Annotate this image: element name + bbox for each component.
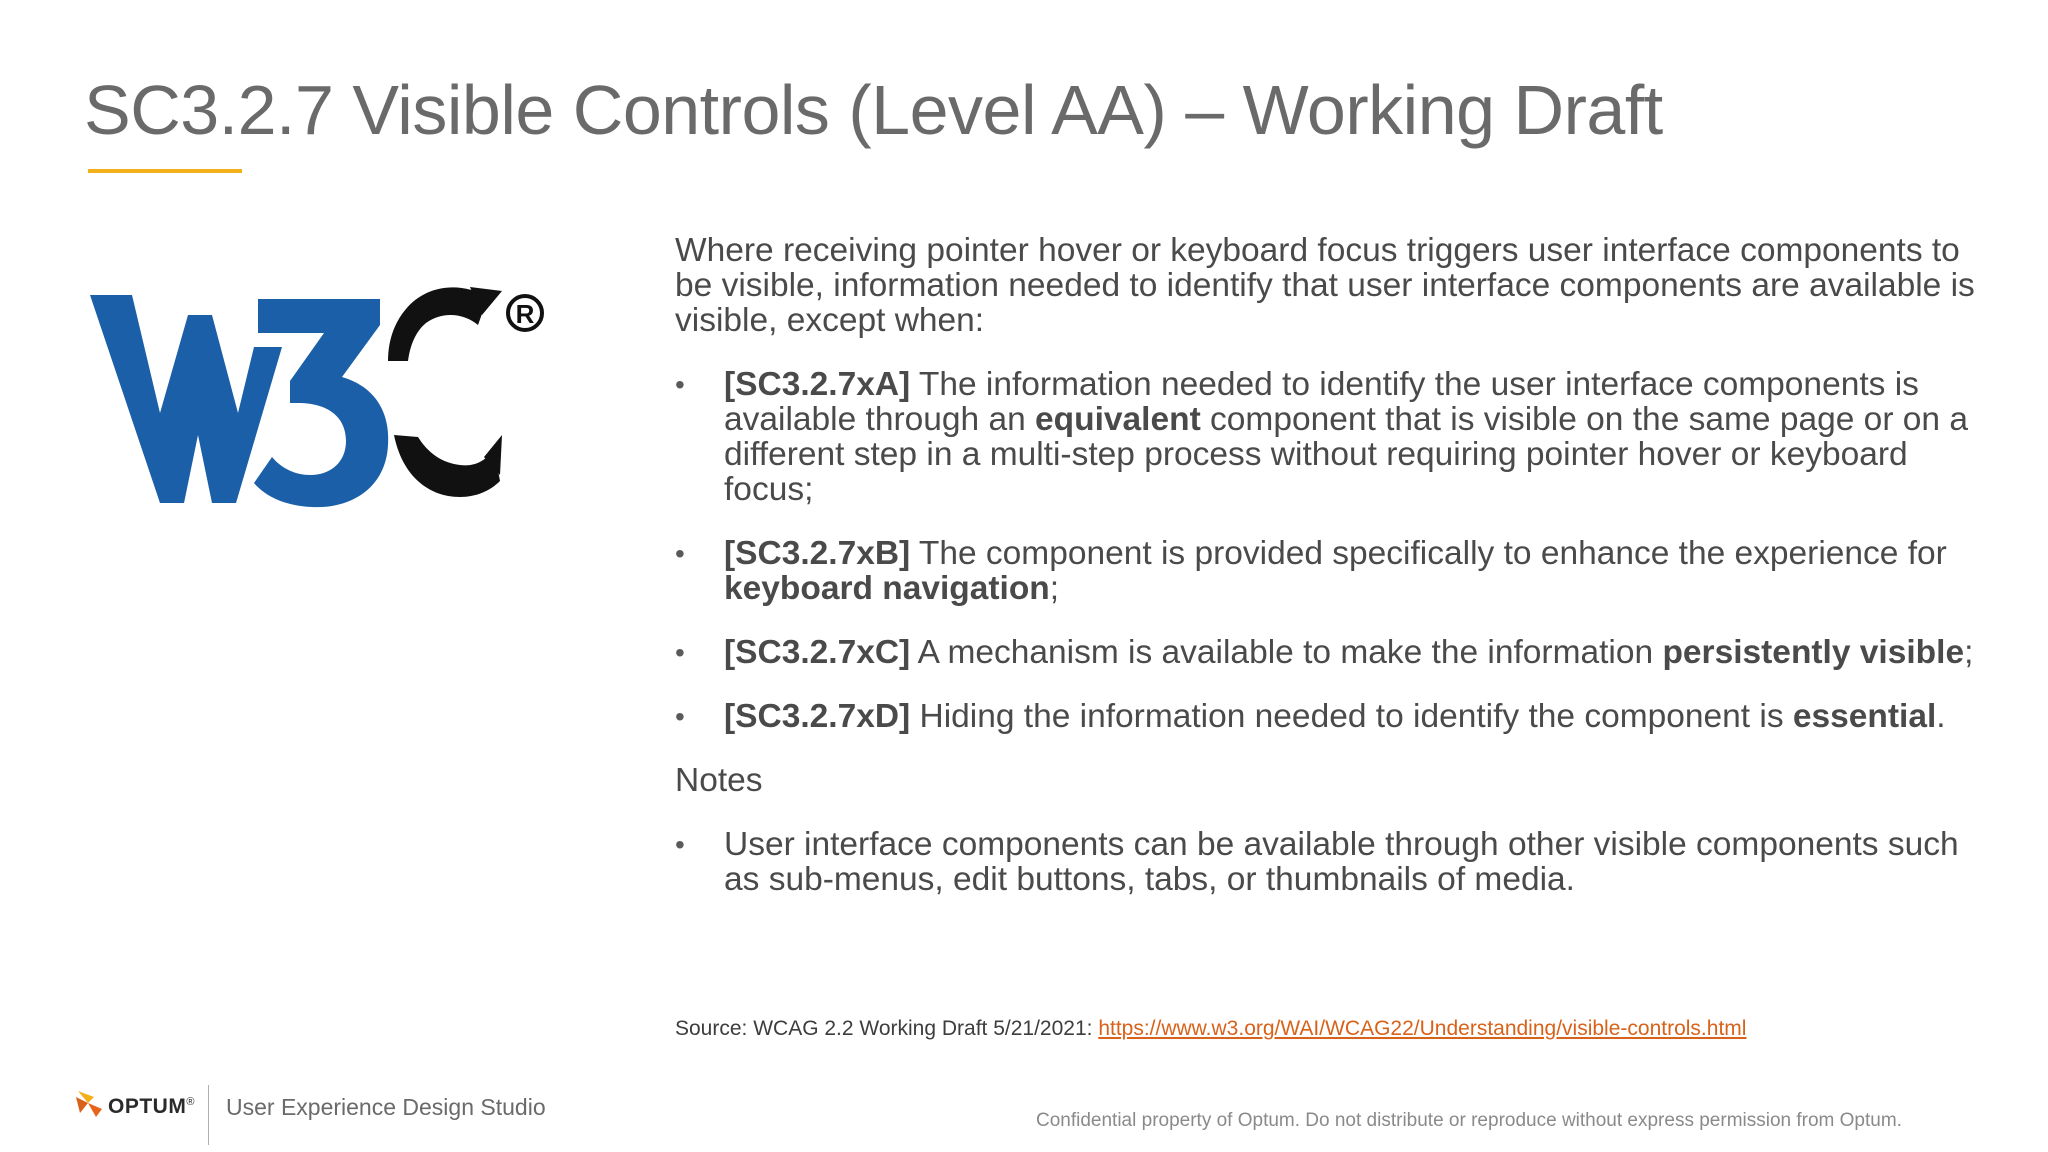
- exception-emphasis: essential: [1792, 698, 1937, 735]
- optum-wordmark: [108, 1095, 195, 1119]
- footer-divider: [208, 1085, 209, 1145]
- bullet-icon: •: [675, 637, 685, 668]
- bullet-icon: •: [675, 829, 685, 860]
- source-label: Source: WCAG 2.2 Working Draft 5/21/2021:: [675, 1017, 1099, 1040]
- exceptions-list: [675, 367, 1995, 734]
- exception-emphasis: persistently visible: [1662, 634, 1965, 671]
- list-item: [675, 367, 1995, 507]
- optum-logo-icon: [74, 1089, 104, 1119]
- notes-list: [675, 827, 1995, 897]
- bullet-icon: •: [675, 369, 685, 400]
- exception-id: [SC3.2.7xD]: [724, 698, 911, 735]
- exception-text-end: component that is visible on the same page or on a different step in a multi-step process without requiring pointer hover or keyboard focus;: [724, 401, 1968, 508]
- w3c-logo-c-upper: [388, 287, 488, 361]
- exception-text: The component is provided specifically to enhance the experience for: [910, 535, 1947, 572]
- exception-id: [SC3.2.7xB]: [724, 535, 911, 572]
- w3c-logo-c-lower: [394, 435, 500, 497]
- optum-registered-mark: ®: [186, 1096, 195, 1108]
- list-item: [675, 827, 1995, 897]
- main-content: [675, 233, 1995, 926]
- note-text: User interface components can be available through other visible components such as sub-menus, edit buttons, tabs, or thumbnails of media.: [724, 826, 1959, 898]
- exception-text: The information needed to identify the user interface components is available through an: [724, 366, 1919, 438]
- registered-mark-letter: R: [515, 299, 535, 329]
- list-item: [675, 699, 1995, 734]
- exception-emphasis: equivalent: [1035, 401, 1201, 438]
- notes-heading: Notes: [675, 762, 763, 799]
- w3c-logo: [90, 285, 550, 525]
- exception-id: [SC3.2.7xC]: [724, 634, 911, 671]
- w3c-logo-w: [90, 295, 282, 503]
- intro-paragraph: Where receiving pointer hover or keyboard focus triggers user interface components to be visible, information needed to identify that user interface components are available is visible, except when:: [675, 232, 1975, 339]
- title-accent-rule: [88, 169, 242, 173]
- page-title: SC3.2.7 Visible Controls (Level AA) – Working Draft: [84, 71, 1663, 149]
- exception-id: [SC3.2.7xA]: [724, 366, 911, 403]
- list-item: [675, 536, 1995, 606]
- bullet-icon: •: [675, 538, 685, 569]
- exception-text: A mechanism is available to make the information: [910, 634, 1663, 671]
- list-item: [675, 635, 1995, 670]
- optum-wordmark-text: OPTUM: [108, 1095, 187, 1118]
- exception-text: Hiding the information needed to identify the component is: [910, 698, 1793, 735]
- confidentiality-notice: Confidential property of Optum. Do not distribute or reproduce without express permission from Optum.: [1036, 1110, 1902, 1131]
- exception-emphasis: keyboard navigation: [724, 570, 1050, 607]
- source-link[interactable]: https://www.w3.org/WAI/WCAG22/Understanding/visible-controls.html: [1098, 1017, 1747, 1040]
- exception-text-end: ;: [1964, 634, 1974, 671]
- exception-text-end: .: [1936, 698, 1946, 735]
- source-citation: [675, 1017, 1746, 1041]
- bullet-icon: •: [675, 701, 685, 732]
- w3c-logo-3: [254, 299, 388, 507]
- exception-text-end: ;: [1049, 570, 1060, 607]
- footer-studio-name: User Experience Design Studio: [226, 1094, 546, 1120]
